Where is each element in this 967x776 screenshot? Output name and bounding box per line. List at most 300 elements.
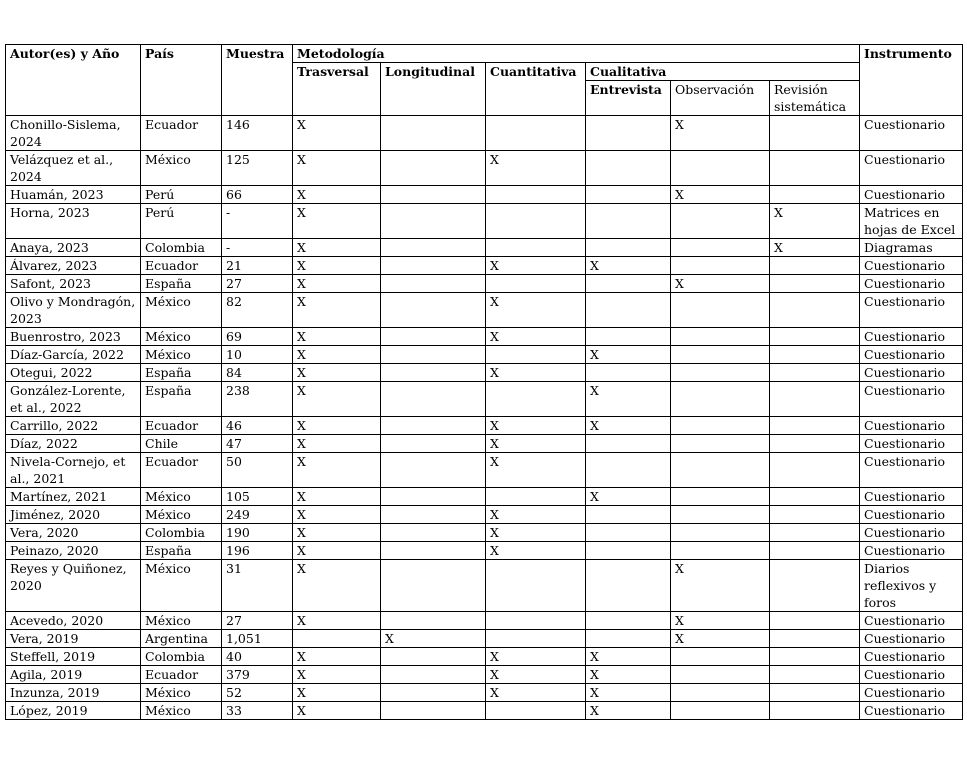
cell-interview: X — [586, 648, 671, 666]
cell-observation: X — [671, 630, 770, 648]
cell-sample: 125 — [222, 151, 293, 186]
cell-interview: X — [586, 257, 671, 275]
cell-instrument: Cuestionario — [860, 453, 963, 488]
cell-observation — [671, 542, 770, 560]
table-row — [6, 684, 963, 702]
cell-observation: X — [671, 116, 770, 151]
cell-observation: X — [671, 560, 770, 612]
table-row — [6, 453, 963, 488]
header-quantitative: Cuantitativa — [486, 63, 586, 116]
cell-longitudinal — [381, 204, 486, 239]
cell-instrument: Cuestionario — [860, 612, 963, 630]
cell-author: Martínez, 2021 — [6, 488, 141, 506]
cell-instrument: Cuestionario — [860, 275, 963, 293]
cell-observation — [671, 328, 770, 346]
cell-observation: X — [671, 275, 770, 293]
cell-interview: X — [586, 666, 671, 684]
cell-quantitative — [486, 630, 586, 648]
table-row — [6, 204, 963, 239]
cell-transversal: X — [293, 293, 381, 328]
cell-review — [770, 630, 860, 648]
cell-quantitative — [486, 204, 586, 239]
cell-transversal: X — [293, 275, 381, 293]
cell-longitudinal — [381, 275, 486, 293]
cell-interview — [586, 506, 671, 524]
cell-instrument: Cuestionario — [860, 648, 963, 666]
cell-instrument: Cuestionario — [860, 257, 963, 275]
cell-observation — [671, 488, 770, 506]
cell-observation — [671, 648, 770, 666]
table-row — [6, 346, 963, 364]
cell-transversal: X — [293, 257, 381, 275]
cell-author: Nivela-Cornejo, et al., 2021 — [6, 453, 141, 488]
cell-country: España — [141, 542, 222, 560]
cell-instrument: Diagramas — [860, 239, 963, 257]
cell-transversal: X — [293, 328, 381, 346]
table-row — [6, 293, 963, 328]
cell-sample: 27 — [222, 612, 293, 630]
cell-country: México — [141, 346, 222, 364]
cell-interview — [586, 560, 671, 612]
cell-quantitative: X — [486, 151, 586, 186]
cell-author: Horna, 2023 — [6, 204, 141, 239]
cell-review — [770, 116, 860, 151]
cell-quantitative: X — [486, 666, 586, 684]
table-row — [6, 382, 963, 417]
cell-transversal: X — [293, 116, 381, 151]
header-instrument: Instrumento — [860, 45, 963, 116]
cell-country: Colombia — [141, 239, 222, 257]
table-row — [6, 524, 963, 542]
cell-transversal: X — [293, 702, 381, 720]
cell-interview — [586, 116, 671, 151]
cell-sample: 33 — [222, 702, 293, 720]
cell-instrument: Cuestionario — [860, 488, 963, 506]
cell-country: Ecuador — [141, 453, 222, 488]
table-body — [6, 116, 963, 720]
cell-quantitative: X — [486, 524, 586, 542]
table-row — [6, 488, 963, 506]
header-country: País — [141, 45, 222, 116]
cell-instrument: Cuestionario — [860, 151, 963, 186]
cell-country: Ecuador — [141, 116, 222, 151]
cell-quantitative — [486, 239, 586, 257]
cell-country: Ecuador — [141, 666, 222, 684]
cell-longitudinal — [381, 702, 486, 720]
table-row — [6, 542, 963, 560]
cell-author: Álvarez, 2023 — [6, 257, 141, 275]
cell-transversal: X — [293, 648, 381, 666]
cell-interview — [586, 151, 671, 186]
header-qualitative: Cualitativa — [586, 63, 860, 81]
cell-review: X — [770, 239, 860, 257]
table-row — [6, 435, 963, 453]
cell-sample: - — [222, 204, 293, 239]
cell-country: México — [141, 151, 222, 186]
cell-observation — [671, 417, 770, 435]
cell-review — [770, 151, 860, 186]
cell-sample: 69 — [222, 328, 293, 346]
cell-quantitative — [486, 382, 586, 417]
cell-transversal: X — [293, 612, 381, 630]
table-row — [6, 364, 963, 382]
table-row — [6, 239, 963, 257]
cell-sample: 1,051 — [222, 630, 293, 648]
cell-quantitative: X — [486, 542, 586, 560]
cell-country: México — [141, 506, 222, 524]
cell-review: X — [770, 204, 860, 239]
cell-review — [770, 328, 860, 346]
cell-author: López, 2019 — [6, 702, 141, 720]
cell-review — [770, 275, 860, 293]
cell-sample: 146 — [222, 116, 293, 151]
cell-quantitative: X — [486, 435, 586, 453]
cell-interview — [586, 364, 671, 382]
cell-longitudinal: X — [381, 630, 486, 648]
cell-review — [770, 612, 860, 630]
cell-interview: X — [586, 702, 671, 720]
cell-longitudinal — [381, 293, 486, 328]
cell-sample: 40 — [222, 648, 293, 666]
cell-transversal: X — [293, 488, 381, 506]
cell-country: Perú — [141, 186, 222, 204]
studies-table — [5, 44, 963, 720]
cell-instrument: Cuestionario — [860, 364, 963, 382]
cell-author: Reyes y Quiñonez, 2020 — [6, 560, 141, 612]
cell-country: Ecuador — [141, 417, 222, 435]
table-row — [6, 506, 963, 524]
cell-author: Díaz, 2022 — [6, 435, 141, 453]
cell-transversal: X — [293, 506, 381, 524]
cell-quantitative — [486, 346, 586, 364]
cell-quantitative — [486, 116, 586, 151]
cell-country: Perú — [141, 204, 222, 239]
cell-country: Argentina — [141, 630, 222, 648]
cell-longitudinal — [381, 488, 486, 506]
cell-quantitative — [486, 702, 586, 720]
cell-longitudinal — [381, 435, 486, 453]
table-row — [6, 612, 963, 630]
cell-author: Acevedo, 2020 — [6, 612, 141, 630]
cell-quantitative: X — [486, 453, 586, 488]
cell-observation: X — [671, 612, 770, 630]
cell-country: Colombia — [141, 648, 222, 666]
cell-transversal: X — [293, 382, 381, 417]
cell-sample: 379 — [222, 666, 293, 684]
cell-observation — [671, 524, 770, 542]
cell-country: México — [141, 684, 222, 702]
cell-country: México — [141, 612, 222, 630]
cell-quantitative: X — [486, 506, 586, 524]
cell-instrument: Cuestionario — [860, 630, 963, 648]
cell-review — [770, 560, 860, 612]
cell-longitudinal — [381, 542, 486, 560]
cell-interview — [586, 239, 671, 257]
cell-longitudinal — [381, 382, 486, 417]
cell-author: Chonillo-Sislema, 2024 — [6, 116, 141, 151]
cell-sample: 105 — [222, 488, 293, 506]
cell-author: Díaz-García, 2022 — [6, 346, 141, 364]
table-row — [6, 151, 963, 186]
cell-instrument: Matrices en hojas de Excel — [860, 204, 963, 239]
cell-transversal: X — [293, 453, 381, 488]
cell-instrument: Diarios reflexivos y foros — [860, 560, 963, 612]
header-interview: Entrevista — [586, 81, 671, 116]
cell-author: Velázquez et al., 2024 — [6, 151, 141, 186]
cell-review — [770, 257, 860, 275]
cell-observation — [671, 364, 770, 382]
cell-sample: 249 — [222, 506, 293, 524]
cell-transversal: X — [293, 684, 381, 702]
cell-sample: 66 — [222, 186, 293, 204]
cell-author: Peinazo, 2020 — [6, 542, 141, 560]
cell-instrument: Cuestionario — [860, 382, 963, 417]
cell-interview: X — [586, 684, 671, 702]
cell-sample: 238 — [222, 382, 293, 417]
cell-quantitative: X — [486, 257, 586, 275]
cell-longitudinal — [381, 257, 486, 275]
cell-longitudinal — [381, 524, 486, 542]
cell-interview — [586, 524, 671, 542]
cell-longitudinal — [381, 506, 486, 524]
cell-review — [770, 417, 860, 435]
cell-author: Carrillo, 2022 — [6, 417, 141, 435]
cell-instrument: Cuestionario — [860, 524, 963, 542]
cell-instrument: Cuestionario — [860, 435, 963, 453]
cell-interview — [586, 612, 671, 630]
cell-interview — [586, 186, 671, 204]
cell-observation — [671, 435, 770, 453]
header-sample: Muestra — [222, 45, 293, 116]
cell-country: Chile — [141, 435, 222, 453]
cell-observation — [671, 702, 770, 720]
cell-observation — [671, 453, 770, 488]
header-methodology: Metodología — [293, 45, 860, 63]
cell-sample: 196 — [222, 542, 293, 560]
cell-interview — [586, 542, 671, 560]
cell-observation — [671, 151, 770, 186]
cell-instrument: Cuestionario — [860, 506, 963, 524]
cell-instrument: Cuestionario — [860, 186, 963, 204]
cell-longitudinal — [381, 560, 486, 612]
cell-observation — [671, 506, 770, 524]
cell-country: España — [141, 275, 222, 293]
cell-transversal: X — [293, 542, 381, 560]
cell-country: México — [141, 560, 222, 612]
cell-observation — [671, 293, 770, 328]
cell-instrument: Cuestionario — [860, 293, 963, 328]
cell-observation — [671, 257, 770, 275]
cell-sample: 52 — [222, 684, 293, 702]
cell-review — [770, 542, 860, 560]
cell-observation — [671, 239, 770, 257]
cell-longitudinal — [381, 612, 486, 630]
cell-review — [770, 648, 860, 666]
cell-sample: 190 — [222, 524, 293, 542]
cell-country: Ecuador — [141, 257, 222, 275]
cell-longitudinal — [381, 684, 486, 702]
cell-review — [770, 488, 860, 506]
header-author: Autor(es) y Año — [6, 45, 141, 116]
cell-interview — [586, 435, 671, 453]
cell-longitudinal — [381, 116, 486, 151]
cell-longitudinal — [381, 151, 486, 186]
table-row — [6, 648, 963, 666]
cell-longitudinal — [381, 364, 486, 382]
cell-quantitative: X — [486, 648, 586, 666]
table-row — [6, 417, 963, 435]
cell-instrument: Cuestionario — [860, 417, 963, 435]
cell-interview: X — [586, 417, 671, 435]
cell-review — [770, 666, 860, 684]
cell-author: Huamán, 2023 — [6, 186, 141, 204]
cell-quantitative — [486, 186, 586, 204]
header-systematic-review: Revisión sistemática — [770, 81, 860, 116]
cell-sample: 31 — [222, 560, 293, 612]
cell-review — [770, 453, 860, 488]
cell-author: González-Lorente, et al., 2022 — [6, 382, 141, 417]
cell-review — [770, 186, 860, 204]
cell-author: Buenrostro, 2023 — [6, 328, 141, 346]
cell-author: Steffell, 2019 — [6, 648, 141, 666]
cell-quantitative — [486, 275, 586, 293]
cell-longitudinal — [381, 239, 486, 257]
cell-country: México — [141, 702, 222, 720]
table-row — [6, 328, 963, 346]
header-longitudinal: Longitudinal — [381, 63, 486, 116]
cell-author: Inzunza, 2019 — [6, 684, 141, 702]
header-transversal: Trasversal — [293, 63, 381, 116]
cell-country: España — [141, 364, 222, 382]
cell-instrument: Cuestionario — [860, 116, 963, 151]
cell-instrument: Cuestionario — [860, 702, 963, 720]
cell-transversal: X — [293, 417, 381, 435]
cell-quantitative: X — [486, 417, 586, 435]
cell-longitudinal — [381, 666, 486, 684]
cell-quantitative — [486, 488, 586, 506]
cell-longitudinal — [381, 453, 486, 488]
cell-instrument: Cuestionario — [860, 328, 963, 346]
cell-longitudinal — [381, 328, 486, 346]
cell-review — [770, 684, 860, 702]
cell-sample: 84 — [222, 364, 293, 382]
cell-quantitative: X — [486, 328, 586, 346]
cell-instrument: Cuestionario — [860, 542, 963, 560]
cell-observation — [671, 666, 770, 684]
cell-author: Otegui, 2022 — [6, 364, 141, 382]
cell-sample: 27 — [222, 275, 293, 293]
cell-transversal: X — [293, 346, 381, 364]
cell-sample: 21 — [222, 257, 293, 275]
cell-sample: 47 — [222, 435, 293, 453]
cell-interview — [586, 630, 671, 648]
cell-country: Colombia — [141, 524, 222, 542]
cell-review — [770, 346, 860, 364]
cell-interview — [586, 275, 671, 293]
cell-observation — [671, 382, 770, 417]
cell-country: México — [141, 293, 222, 328]
cell-sample: 10 — [222, 346, 293, 364]
cell-transversal: X — [293, 666, 381, 684]
table-row — [6, 116, 963, 151]
cell-quantitative: X — [486, 364, 586, 382]
cell-author: Vera, 2020 — [6, 524, 141, 542]
cell-review — [770, 293, 860, 328]
cell-transversal: X — [293, 204, 381, 239]
cell-instrument: Cuestionario — [860, 346, 963, 364]
table-row — [6, 702, 963, 720]
cell-observation — [671, 346, 770, 364]
table-row — [6, 630, 963, 648]
table-row — [6, 257, 963, 275]
cell-observation — [671, 204, 770, 239]
cell-quantitative — [486, 612, 586, 630]
cell-interview: X — [586, 488, 671, 506]
cell-longitudinal — [381, 186, 486, 204]
cell-author: Agila, 2019 — [6, 666, 141, 684]
cell-transversal: X — [293, 151, 381, 186]
cell-country: México — [141, 328, 222, 346]
cell-sample: 82 — [222, 293, 293, 328]
header-observation: Observación — [671, 81, 770, 116]
cell-review — [770, 524, 860, 542]
cell-instrument: Cuestionario — [860, 684, 963, 702]
table-row — [6, 275, 963, 293]
cell-longitudinal — [381, 417, 486, 435]
cell-review — [770, 702, 860, 720]
cell-quantitative — [486, 560, 586, 612]
cell-quantitative: X — [486, 293, 586, 328]
cell-sample: - — [222, 239, 293, 257]
cell-review — [770, 364, 860, 382]
cell-country: España — [141, 382, 222, 417]
table-row — [6, 666, 963, 684]
cell-sample: 50 — [222, 453, 293, 488]
cell-sample: 46 — [222, 417, 293, 435]
cell-transversal — [293, 630, 381, 648]
cell-longitudinal — [381, 648, 486, 666]
cell-observation — [671, 684, 770, 702]
cell-transversal: X — [293, 435, 381, 453]
cell-review — [770, 382, 860, 417]
cell-interview: X — [586, 382, 671, 417]
cell-transversal: X — [293, 560, 381, 612]
cell-author: Safont, 2023 — [6, 275, 141, 293]
cell-longitudinal — [381, 346, 486, 364]
cell-author: Olivo y Mondragón, 2023 — [6, 293, 141, 328]
cell-review — [770, 506, 860, 524]
cell-author: Vera, 2019 — [6, 630, 141, 648]
cell-transversal: X — [293, 186, 381, 204]
cell-interview: X — [586, 346, 671, 364]
cell-transversal: X — [293, 364, 381, 382]
cell-author: Jiménez, 2020 — [6, 506, 141, 524]
cell-interview — [586, 453, 671, 488]
cell-review — [770, 435, 860, 453]
cell-transversal: X — [293, 239, 381, 257]
cell-country: México — [141, 488, 222, 506]
cell-instrument: Cuestionario — [860, 666, 963, 684]
cell-transversal: X — [293, 524, 381, 542]
table-row — [6, 560, 963, 612]
cell-interview — [586, 293, 671, 328]
cell-interview — [586, 328, 671, 346]
cell-interview — [586, 204, 671, 239]
cell-observation: X — [671, 186, 770, 204]
table-row — [6, 186, 963, 204]
cell-author: Anaya, 2023 — [6, 239, 141, 257]
cell-quantitative: X — [486, 684, 586, 702]
